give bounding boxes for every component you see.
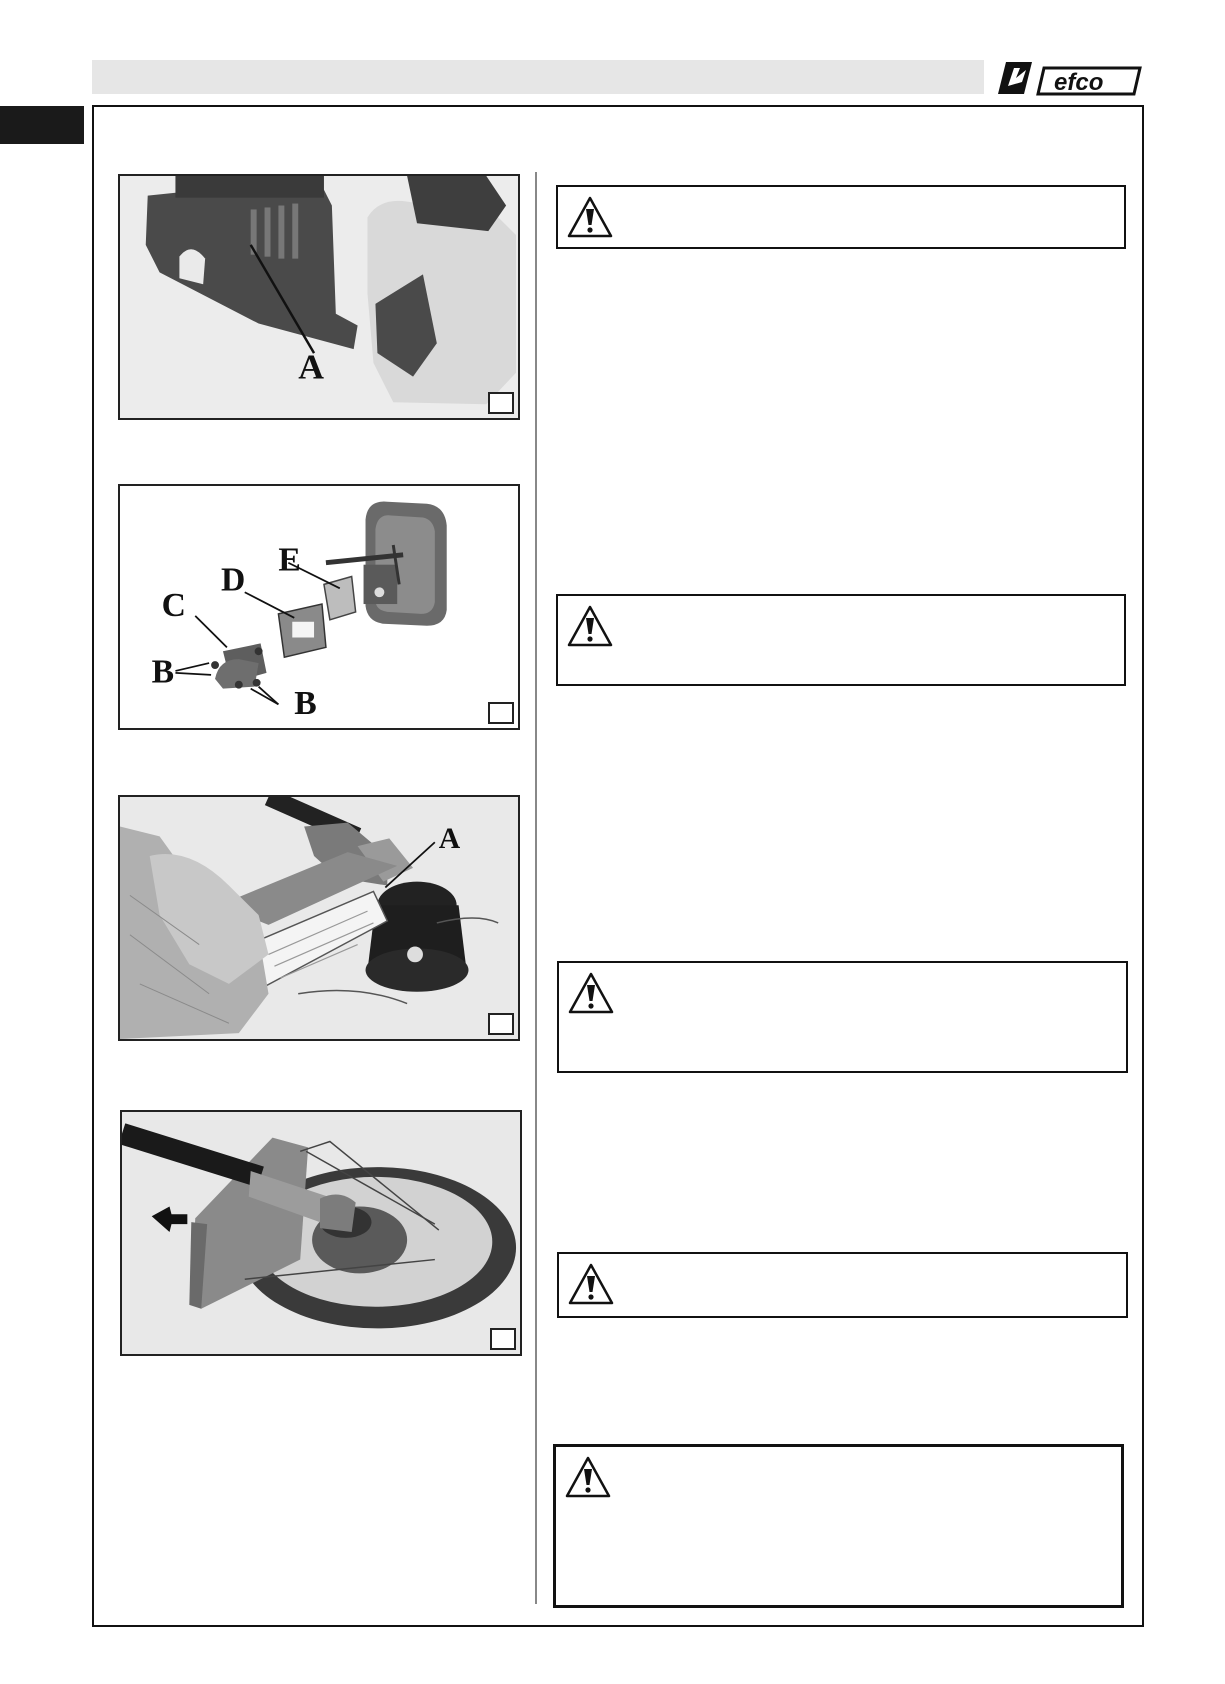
warning-triangle-icon [567,1262,615,1306]
callout-label-b-left: B [151,653,175,691]
callout-label-d: D [220,561,246,599]
efco-logo [994,56,1144,98]
figure-number-box [488,1013,514,1035]
warning-box-5 [553,1444,1124,1608]
warning-box-1 [556,185,1126,249]
figure-gearbox-greasing [118,795,520,1041]
callout-label-b-right: B [294,685,317,723]
callout-label-a: A [438,823,461,856]
figure-air-filter-cover [118,174,520,420]
figure-number-box [488,392,514,414]
warning-box-3 [557,961,1128,1073]
warning-triangle-icon [566,604,614,648]
figure-number-box [490,1328,516,1350]
callout-label-e: E [278,541,301,579]
warning-box-4 [557,1252,1128,1318]
callout-label-a: A [298,346,324,387]
figure-exploded-view [118,484,520,730]
callout-label-c: C [161,586,186,624]
warning-triangle-icon [567,971,615,1015]
warning-box-2 [556,594,1126,686]
figure-cutting-guard [120,1110,522,1356]
warning-triangle-icon [564,1455,612,1499]
column-divider [535,172,537,1604]
header-bar [92,60,984,94]
side-tab [0,106,84,144]
figure-number-box [488,702,514,724]
brand-text: efco [1054,69,1104,96]
warning-triangle-icon [566,195,614,239]
